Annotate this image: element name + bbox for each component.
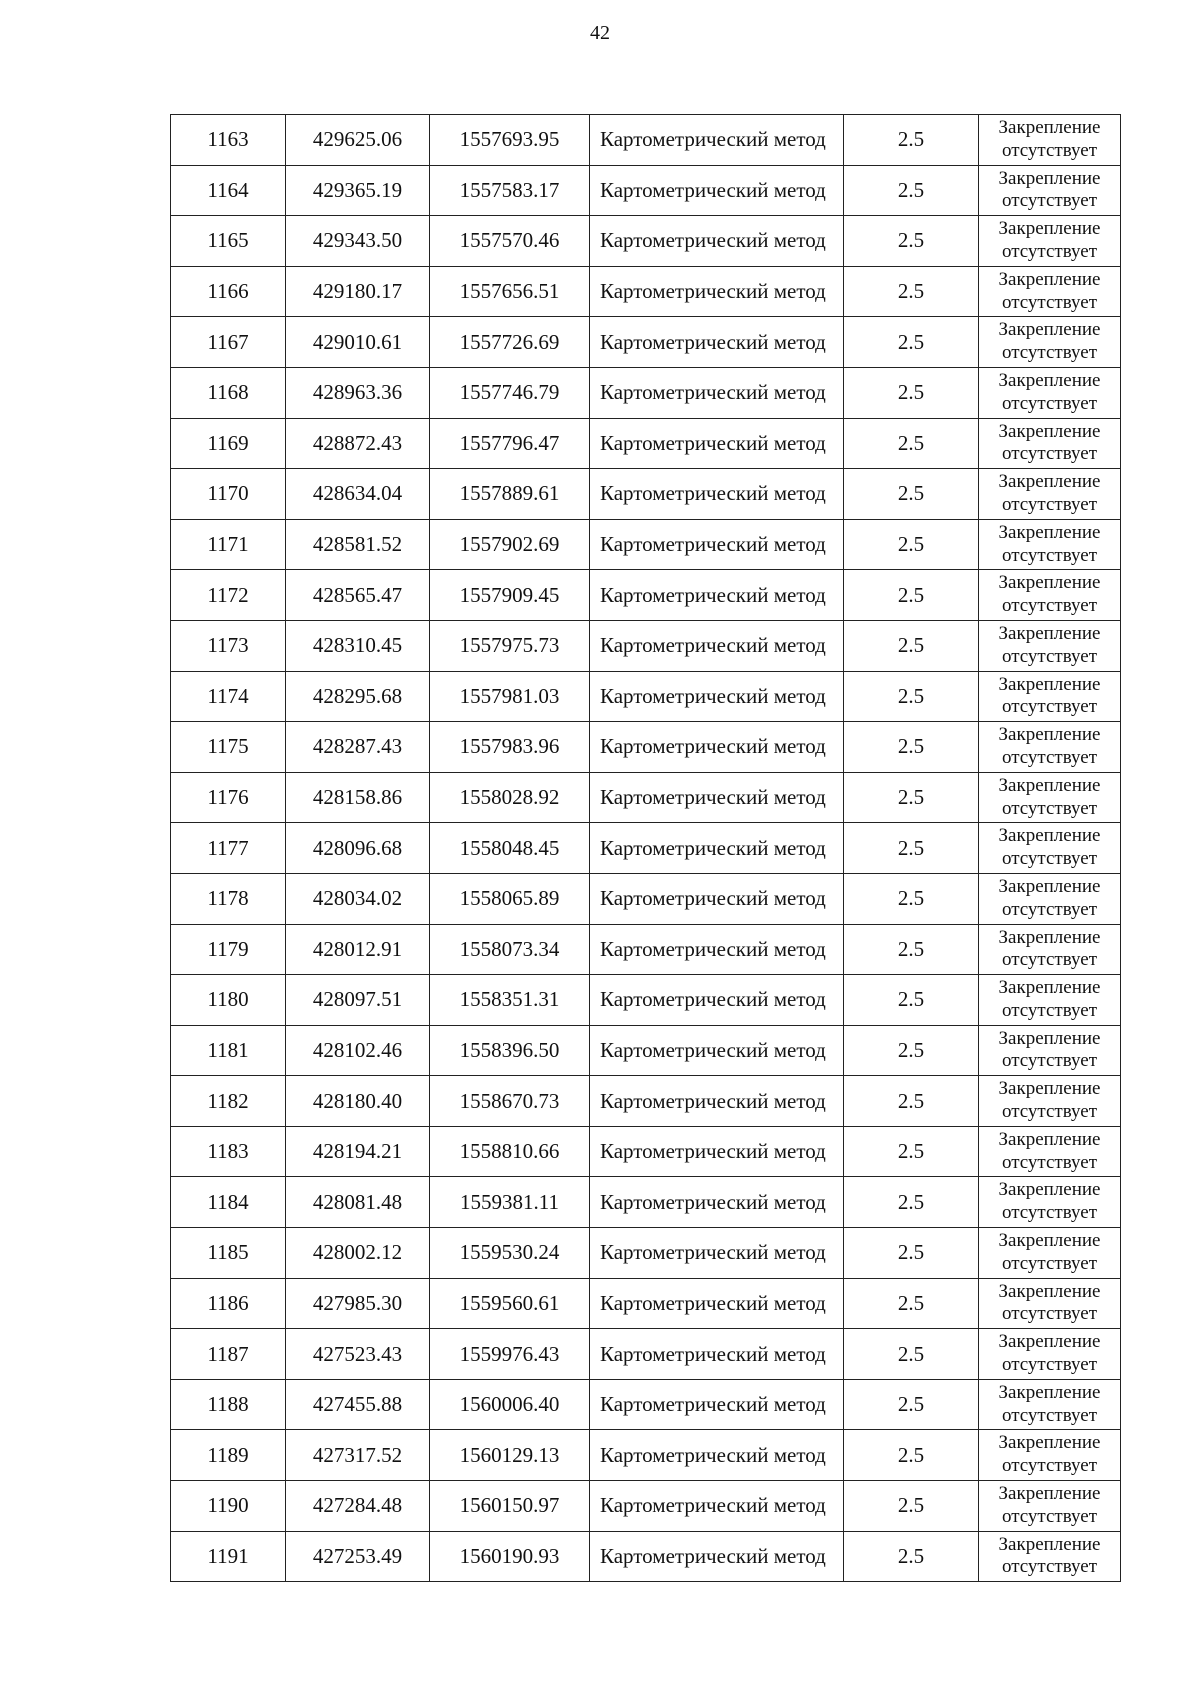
table-row [171,722,1121,773]
mark-description-cell: Закрепление отсутствует [979,165,1121,216]
x-coordinate-cell: 428565.47 [286,570,430,621]
point-number-cell: 1166 [171,266,286,317]
y-coordinate-cell: 1558351.31 [430,975,590,1026]
table-row [171,519,1121,570]
mark-description-cell: Закрепление отсутствует [979,1481,1121,1532]
table-row [171,873,1121,924]
x-coordinate-cell: 427317.52 [286,1430,430,1481]
table-row [171,418,1121,469]
table-row [171,1177,1121,1228]
table-row [171,266,1121,317]
method-cell: Картометрический метод [590,1379,844,1430]
method-cell: Картометрический метод [590,519,844,570]
accuracy-cell: 2.5 [844,1025,979,1076]
y-coordinate-cell: 1557889.61 [430,469,590,520]
y-coordinate-cell: 1558065.89 [430,873,590,924]
x-coordinate-cell: 429365.19 [286,165,430,216]
table-row [171,1278,1121,1329]
point-number-cell: 1185 [171,1228,286,1279]
y-coordinate-cell: 1557909.45 [430,570,590,621]
mark-description-cell: Закрепление отсутствует [979,1076,1121,1127]
y-coordinate-cell: 1559560.61 [430,1278,590,1329]
accuracy-cell: 2.5 [844,469,979,520]
coordinates-table-body [171,115,1121,1582]
table-row [171,975,1121,1026]
y-coordinate-cell: 1559381.11 [430,1177,590,1228]
mark-description-cell: Закрепление отсутствует [979,722,1121,773]
table-row [171,924,1121,975]
accuracy-cell: 2.5 [844,216,979,267]
x-coordinate-cell: 428963.36 [286,367,430,418]
accuracy-cell: 2.5 [844,165,979,216]
mark-description-cell: Закрепление отсутствует [979,1126,1121,1177]
point-number-cell: 1189 [171,1430,286,1481]
y-coordinate-cell: 1557746.79 [430,367,590,418]
y-coordinate-cell: 1558073.34 [430,924,590,975]
accuracy-cell: 2.5 [844,1177,979,1228]
method-cell: Картометрический метод [590,469,844,520]
x-coordinate-cell: 428096.68 [286,823,430,874]
table-row [171,1329,1121,1380]
mark-description-cell: Закрепление отсутствует [979,1531,1121,1582]
y-coordinate-cell: 1560006.40 [430,1379,590,1430]
mark-description-cell: Закрепление отсутствует [979,216,1121,267]
table-row [171,165,1121,216]
accuracy-cell: 2.5 [844,317,979,368]
point-number-cell: 1188 [171,1379,286,1430]
y-coordinate-cell: 1558028.92 [430,772,590,823]
y-coordinate-cell: 1557983.96 [430,722,590,773]
method-cell: Картометрический метод [590,570,844,621]
y-coordinate-cell: 1560129.13 [430,1430,590,1481]
x-coordinate-cell: 427985.30 [286,1278,430,1329]
y-coordinate-cell: 1557902.69 [430,519,590,570]
table-row [171,671,1121,722]
mark-description-cell: Закрепление отсутствует [979,823,1121,874]
point-number-cell: 1184 [171,1177,286,1228]
x-coordinate-cell: 428002.12 [286,1228,430,1279]
method-cell: Картометрический метод [590,1481,844,1532]
accuracy-cell: 2.5 [844,418,979,469]
mark-description-cell: Закрепление отсутствует [979,519,1121,570]
mark-description-cell: Закрепление отсутствует [979,975,1121,1026]
mark-description-cell: Закрепление отсутствует [979,570,1121,621]
accuracy-cell: 2.5 [844,722,979,773]
method-cell: Картометрический метод [590,1329,844,1380]
accuracy-cell: 2.5 [844,570,979,621]
mark-description-cell: Закрепление отсутствует [979,924,1121,975]
y-coordinate-cell: 1560190.93 [430,1531,590,1582]
y-coordinate-cell: 1557656.51 [430,266,590,317]
method-cell: Картометрический метод [590,772,844,823]
accuracy-cell: 2.5 [844,873,979,924]
method-cell: Картометрический метод [590,975,844,1026]
x-coordinate-cell: 429180.17 [286,266,430,317]
accuracy-cell: 2.5 [844,1531,979,1582]
mark-description-cell: Закрепление отсутствует [979,115,1121,166]
point-number-cell: 1187 [171,1329,286,1380]
x-coordinate-cell: 427284.48 [286,1481,430,1532]
mark-description-cell: Закрепление отсутствует [979,1430,1121,1481]
y-coordinate-cell: 1558048.45 [430,823,590,874]
method-cell: Картометрический метод [590,367,844,418]
point-number-cell: 1169 [171,418,286,469]
table-row [171,1430,1121,1481]
y-coordinate-cell: 1557796.47 [430,418,590,469]
point-number-cell: 1182 [171,1076,286,1127]
y-coordinate-cell: 1557693.95 [430,115,590,166]
mark-description-cell: Закрепление отсутствует [979,1329,1121,1380]
accuracy-cell: 2.5 [844,266,979,317]
method-cell: Картометрический метод [590,1531,844,1582]
mark-description-cell: Закрепление отсутствует [979,317,1121,368]
mark-description-cell: Закрепление отсутствует [979,1177,1121,1228]
mark-description-cell: Закрепление отсутствует [979,1025,1121,1076]
accuracy-cell: 2.5 [844,1329,979,1380]
mark-description-cell: Закрепление отсутствует [979,772,1121,823]
y-coordinate-cell: 1557583.17 [430,165,590,216]
accuracy-cell: 2.5 [844,823,979,874]
point-number-cell: 1163 [171,115,286,166]
table-row [171,216,1121,267]
coordinates-table [170,114,1121,1582]
table-row [171,1025,1121,1076]
y-coordinate-cell: 1557981.03 [430,671,590,722]
method-cell: Картометрический метод [590,1278,844,1329]
point-number-cell: 1170 [171,469,286,520]
mark-description-cell: Закрепление отсутствует [979,620,1121,671]
accuracy-cell: 2.5 [844,1430,979,1481]
point-number-cell: 1167 [171,317,286,368]
x-coordinate-cell: 428158.86 [286,772,430,823]
y-coordinate-cell: 1557726.69 [430,317,590,368]
point-number-cell: 1174 [171,671,286,722]
point-number-cell: 1181 [171,1025,286,1076]
mark-description-cell: Закрепление отсутствует [979,469,1121,520]
table-row [171,1481,1121,1532]
x-coordinate-cell: 427455.88 [286,1379,430,1430]
mark-description-cell: Закрепление отсутствует [979,1379,1121,1430]
mark-description-cell: Закрепление отсутствует [979,266,1121,317]
method-cell: Картометрический метод [590,1430,844,1481]
accuracy-cell: 2.5 [844,1076,979,1127]
point-number-cell: 1175 [171,722,286,773]
point-number-cell: 1179 [171,924,286,975]
method-cell: Картометрический метод [590,266,844,317]
method-cell: Картометрический метод [590,823,844,874]
accuracy-cell: 2.5 [844,620,979,671]
y-coordinate-cell: 1560150.97 [430,1481,590,1532]
point-number-cell: 1164 [171,165,286,216]
x-coordinate-cell: 428287.43 [286,722,430,773]
y-coordinate-cell: 1558810.66 [430,1126,590,1177]
point-number-cell: 1165 [171,216,286,267]
x-coordinate-cell: 428634.04 [286,469,430,520]
x-coordinate-cell: 428295.68 [286,671,430,722]
y-coordinate-cell: 1559976.43 [430,1329,590,1380]
method-cell: Картометрический метод [590,1025,844,1076]
accuracy-cell: 2.5 [844,367,979,418]
x-coordinate-cell: 428872.43 [286,418,430,469]
point-number-cell: 1173 [171,620,286,671]
x-coordinate-cell: 428081.48 [286,1177,430,1228]
table-row [171,823,1121,874]
method-cell: Картометрический метод [590,1228,844,1279]
accuracy-cell: 2.5 [844,1481,979,1532]
table-row [171,469,1121,520]
method-cell: Картометрический метод [590,418,844,469]
mark-description-cell: Закрепление отсутствует [979,873,1121,924]
y-coordinate-cell: 1557975.73 [430,620,590,671]
point-number-cell: 1180 [171,975,286,1026]
y-coordinate-cell: 1559530.24 [430,1228,590,1279]
mark-description-cell: Закрепление отсутствует [979,1278,1121,1329]
accuracy-cell: 2.5 [844,772,979,823]
method-cell: Картометрический метод [590,924,844,975]
x-coordinate-cell: 428097.51 [286,975,430,1026]
point-number-cell: 1176 [171,772,286,823]
x-coordinate-cell: 428581.52 [286,519,430,570]
table-row [171,1531,1121,1582]
table-row [171,1228,1121,1279]
point-number-cell: 1186 [171,1278,286,1329]
table-row [171,367,1121,418]
table-row [171,772,1121,823]
accuracy-cell: 2.5 [844,671,979,722]
x-coordinate-cell: 428194.21 [286,1126,430,1177]
y-coordinate-cell: 1558670.73 [430,1076,590,1127]
method-cell: Картометрический метод [590,620,844,671]
x-coordinate-cell: 427253.49 [286,1531,430,1582]
point-number-cell: 1172 [171,570,286,621]
accuracy-cell: 2.5 [844,975,979,1026]
x-coordinate-cell: 428310.45 [286,620,430,671]
mark-description-cell: Закрепление отсутствует [979,367,1121,418]
mark-description-cell: Закрепление отсутствует [979,418,1121,469]
x-coordinate-cell: 428012.91 [286,924,430,975]
table-row [171,620,1121,671]
point-number-cell: 1191 [171,1531,286,1582]
x-coordinate-cell: 429010.61 [286,317,430,368]
method-cell: Картометрический метод [590,873,844,924]
point-number-cell: 1168 [171,367,286,418]
table-row [171,1379,1121,1430]
accuracy-cell: 2.5 [844,519,979,570]
table-row [171,1126,1121,1177]
point-number-cell: 1171 [171,519,286,570]
method-cell: Картометрический метод [590,115,844,166]
table-row [171,317,1121,368]
point-number-cell: 1177 [171,823,286,874]
point-number-cell: 1183 [171,1126,286,1177]
accuracy-cell: 2.5 [844,1228,979,1279]
method-cell: Картометрический метод [590,1076,844,1127]
x-coordinate-cell: 428034.02 [286,873,430,924]
method-cell: Картометрический метод [590,317,844,368]
x-coordinate-cell: 429625.06 [286,115,430,166]
point-number-cell: 1190 [171,1481,286,1532]
x-coordinate-cell: 428102.46 [286,1025,430,1076]
accuracy-cell: 2.5 [844,1278,979,1329]
accuracy-cell: 2.5 [844,924,979,975]
accuracy-cell: 2.5 [844,1379,979,1430]
accuracy-cell: 2.5 [844,1126,979,1177]
table-row [171,570,1121,621]
method-cell: Картометрический метод [590,216,844,267]
mark-description-cell: Закрепление отсутствует [979,671,1121,722]
method-cell: Картометрический метод [590,1177,844,1228]
method-cell: Картометрический метод [590,671,844,722]
table-row [171,115,1121,166]
x-coordinate-cell: 429343.50 [286,216,430,267]
method-cell: Картометрический метод [590,165,844,216]
mark-description-cell: Закрепление отсутствует [979,1228,1121,1279]
y-coordinate-cell: 1557570.46 [430,216,590,267]
x-coordinate-cell: 427523.43 [286,1329,430,1380]
accuracy-cell: 2.5 [844,115,979,166]
page-number: 42 [590,22,610,44]
x-coordinate-cell: 428180.40 [286,1076,430,1127]
point-number-cell: 1178 [171,873,286,924]
method-cell: Картометрический метод [590,1126,844,1177]
table-row [171,1076,1121,1127]
y-coordinate-cell: 1558396.50 [430,1025,590,1076]
method-cell: Картометрический метод [590,722,844,773]
